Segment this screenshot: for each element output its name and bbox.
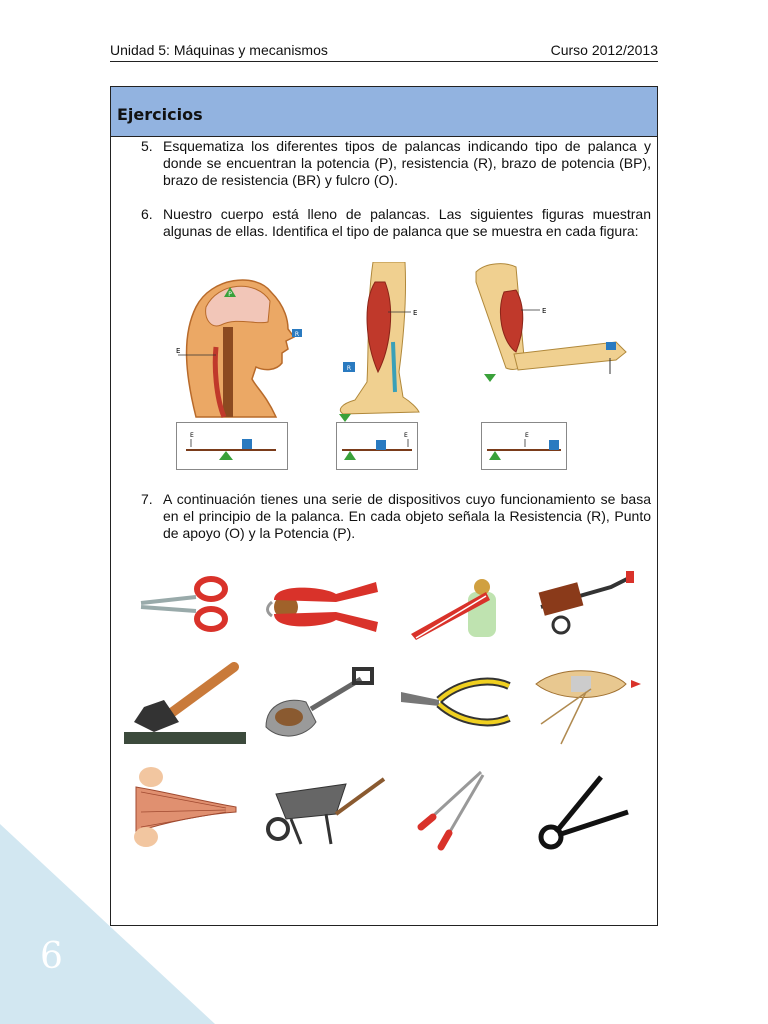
hand-truck-figure bbox=[531, 567, 641, 642]
fig-label-r: R bbox=[294, 331, 300, 338]
arm-elbow-figure bbox=[466, 262, 641, 387]
leg-foot-figure bbox=[333, 262, 423, 427]
exercise-number: 6. bbox=[141, 206, 153, 222]
shovel-figure bbox=[261, 667, 381, 752]
exercises-box bbox=[110, 86, 658, 926]
page-header bbox=[110, 42, 658, 62]
pliers-figure bbox=[399, 672, 514, 737]
lever-diagram-1 bbox=[176, 422, 288, 470]
hammer-figure bbox=[124, 662, 249, 752]
lever-label: E bbox=[525, 432, 529, 439]
lever-diagram-2 bbox=[336, 422, 418, 470]
lever-label: E bbox=[190, 432, 194, 439]
section-title: Ejercicios bbox=[111, 87, 657, 137]
fig-label-fulcrum: P bbox=[228, 291, 232, 298]
bottle-opener-figure bbox=[406, 572, 506, 647]
exercise-text: A continuación tienes una serie de dispositivos cuyo funcionamiento se basa en el principio de la palanca. En cada objeto señala la Resistencia (R), Punto de apoyo (O) y la Potencia (P). bbox=[163, 491, 651, 541]
fig-label-e: E bbox=[413, 309, 418, 317]
exercise-text: Nuestro cuerpo está lleno de palancas. Las siguientes figuras muestran algunas de ellas. Identifica el tipo de palanca que se muestra en cada figura: bbox=[163, 206, 651, 239]
exercise-number: 7. bbox=[141, 491, 153, 507]
fig-label-e: E bbox=[176, 347, 181, 355]
nutcracker-figure bbox=[266, 572, 381, 647]
lever-diagram-3 bbox=[481, 422, 567, 470]
scissors-figure bbox=[136, 567, 236, 644]
header-unit-title: Unidad 5: Máquinas y mecanismos bbox=[110, 42, 328, 58]
lever-label: E bbox=[404, 432, 408, 439]
header-course: Curso 2012/2013 bbox=[550, 42, 658, 58]
page-number: 6 bbox=[40, 936, 63, 977]
exercise-text: Esquematiza los diferentes tipos de palancas indicando tipo de palanca y donde se encuentran la potencia (P), resistencia (R), brazo de potencia (BP), brazo de resistencia (BR) y fulcro (O). bbox=[163, 138, 651, 188]
rowboat-figure bbox=[531, 664, 646, 754]
fig-label-r: R bbox=[346, 365, 352, 372]
bellows-figure bbox=[126, 762, 241, 857]
exercise-number: 5. bbox=[141, 138, 153, 154]
head-neck-figure bbox=[176, 267, 306, 425]
wheelbarrow-figure bbox=[256, 769, 386, 854]
fig-label-e: E bbox=[542, 307, 547, 315]
pincers-figure bbox=[536, 767, 636, 862]
tongs-figure bbox=[411, 767, 491, 857]
